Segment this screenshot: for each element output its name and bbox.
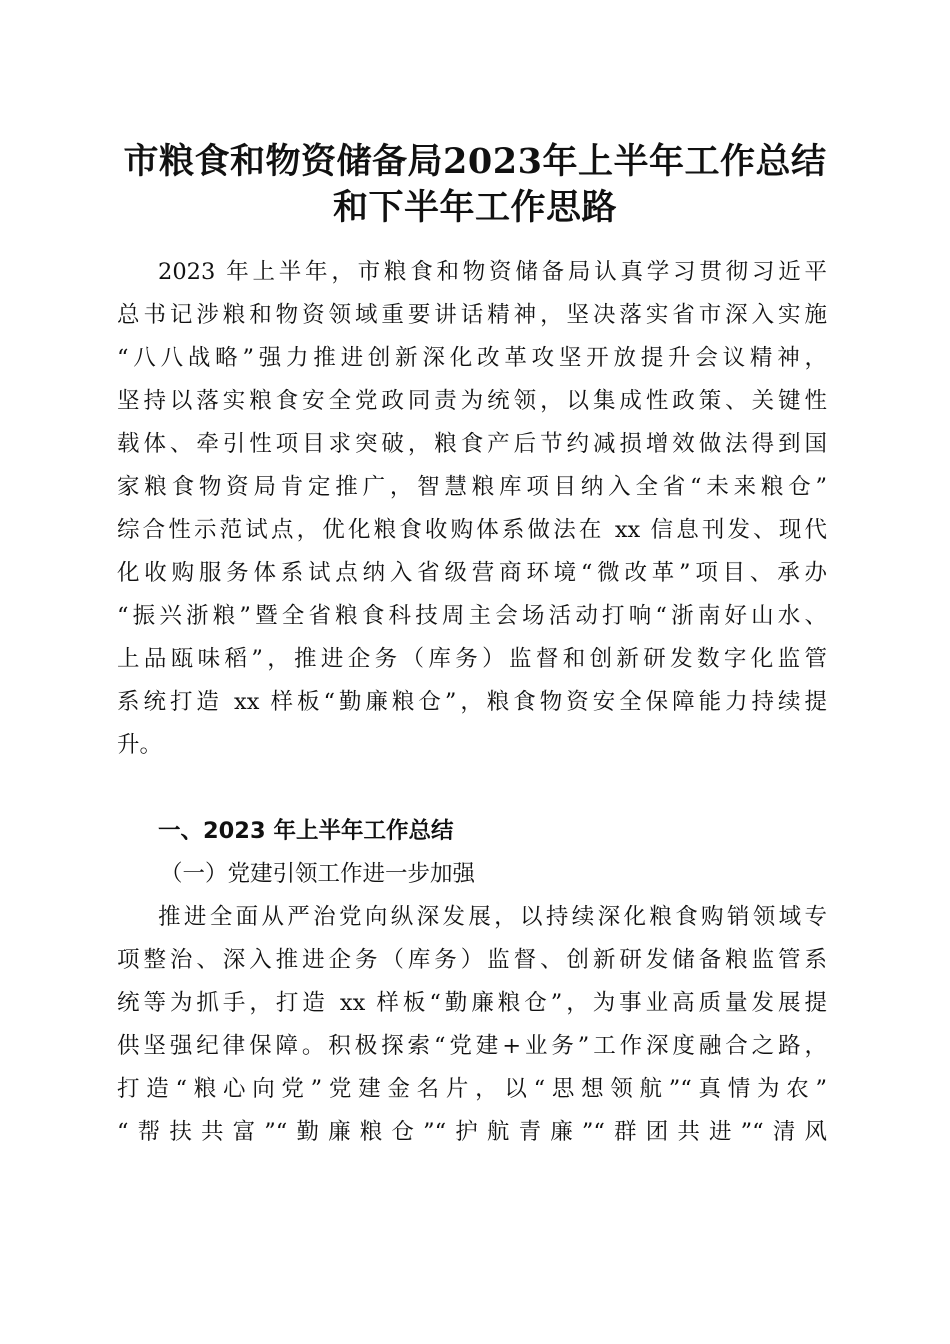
intro-line: 坚持以落实粮食安全党政同责为统领，以集成性政策、关键性 [117, 388, 827, 414]
body-line: 供坚强纪律保障。积极探索“党建+业务”工作深度融合之路， [117, 1033, 827, 1059]
intro-line: 升。 [117, 732, 163, 758]
body-line: 推进全面从严治党向纵深发展，以持续深化粮食购销领域专 [158, 904, 827, 930]
intro-line: 上品瓯味稻”，推进企务（库务）监督和创新研发数字化监管 [117, 646, 827, 672]
subsection-heading: （一）党建引领工作进一步加强 [160, 861, 476, 887]
intro-line: 载体、牵引性项目求突破，粮食产后节约减损增效做法得到国 [117, 431, 827, 457]
intro-line: 化收购服务体系试点纳入省级营商环境“微改革”项目、承办 [117, 560, 827, 586]
intro-line: 家粮食物资局肯定推广，智慧粮库项目纳入全省“未来粮仓” [117, 474, 827, 500]
body-line: 统等为抓手，打造 xx 样板“勤廉粮仓”，为事业高质量发展提 [117, 990, 827, 1016]
document-title-line-2: 和下半年工作思路 [332, 187, 617, 228]
section-heading: 一、2023 年上半年工作总结 [158, 818, 454, 844]
intro-line: “八八战略”强力推进创新深化改革攻坚开放提升会议精神， [117, 345, 827, 371]
intro-line: “振兴浙粮”暨全省粮食科技周主会场活动打响“浙南好山水、 [117, 603, 827, 629]
body-line: “帮扶共富”“勤廉粮仓”“护航青廉”“群团共进”“清风 [117, 1119, 827, 1145]
intro-line: 系统打造 xx 样板“勤廉粮仓”，粮食物资安全保障能力持续提 [117, 689, 827, 715]
body-line: 打造“粮心向党”党建金名片，以“思想领航”“真情为农” [117, 1076, 827, 1102]
body-line: 项整治、深入推进企务（库务）监督、创新研发储备粮监管系 [117, 947, 827, 973]
document-title-line-1: 市粮食和物资储备局2023年上半年工作总结 [123, 141, 827, 182]
intro-line: 总书记涉粮和物资领域重要讲话精神，坚决落实省市深入实施 [117, 302, 827, 328]
intro-line: 2023 年上半年，市粮食和物资储备局认真学习贯彻习近平 [158, 259, 827, 285]
intro-line: 综合性示范试点，优化粮食收购体系做法在 xx 信息刊发、现代 [117, 517, 827, 543]
